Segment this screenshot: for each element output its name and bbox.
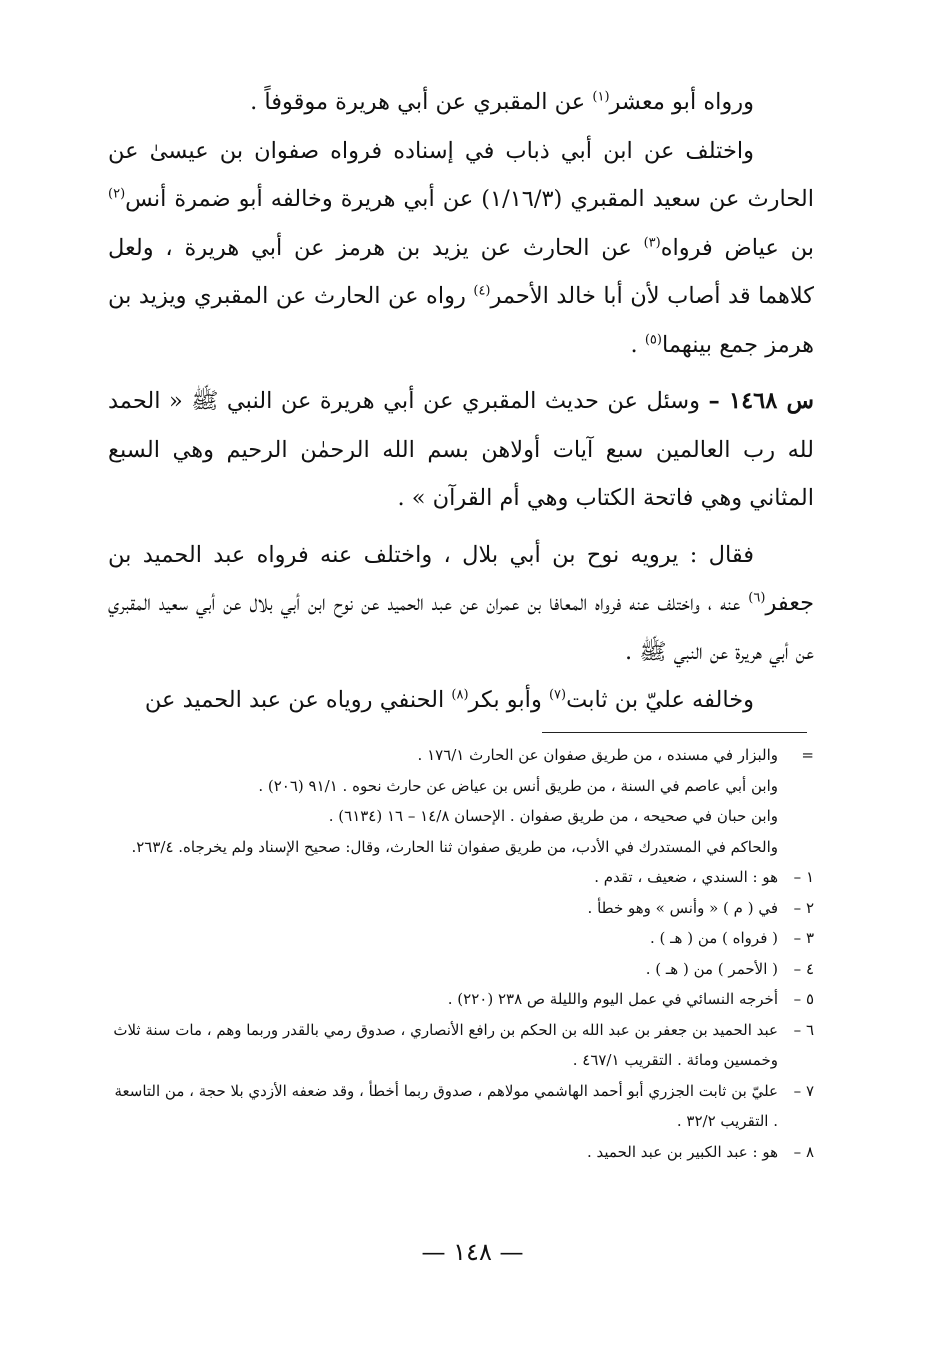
footnote-item — [108, 862, 814, 893]
footnote-mark: ٤ – — [793, 959, 814, 978]
footnote-ref-2[interactable]: (٢) — [108, 186, 126, 202]
footnote-ref-5[interactable]: (٥) — [644, 332, 662, 347]
paragraph-5: وخالفه عليّ بن ثابت$^{(٧)}$ وأبو بكر$^{(٨)}$ الحنفي روياه عن عبد الحميد عن — [144, 687, 754, 713]
footnote-mark: ٣ – — [793, 929, 814, 947]
page-number: — ١٤٨ — — [421, 1238, 524, 1266]
footnote-mark: ٨ – — [793, 1142, 814, 1161]
footnote-ref-6[interactable]: (٦) — [748, 590, 766, 606]
footnote-item — [108, 893, 814, 924]
footnote-mark: = — [801, 746, 814, 764]
footnote-item — [108, 1076, 814, 1137]
question-number: س ١٤٦٨ – — [708, 388, 814, 414]
footnote-text: في ( م ) « وأنس » وهو خطأ . — [587, 898, 778, 917]
footnote-text: هو : السندي ، ضعيف ، تقدم . — [594, 868, 778, 886]
footnote-ref-8[interactable]: (٨) — [451, 687, 469, 703]
footnote-item — [108, 1137, 814, 1168]
footnotes — [108, 740, 814, 1167]
footnote-text: أخرجه النسائي في عمل اليوم والليلة ص ٢٣٨ (٢٢٠) . — [447, 990, 778, 1008]
footnote-text: ( فرواه ) من ( هـ ) . — [649, 929, 778, 947]
footnote-text: والبزار في مسنده ، من طريق صفوان عن الحارث ١٧٦/١ . — [417, 746, 778, 764]
footnote-item — [108, 771, 814, 802]
footnote-item — [108, 954, 814, 985]
footnote-text: هو : عبد الكبير بن عبد الحميد . — [587, 1142, 778, 1161]
footnote-item — [108, 832, 814, 863]
footnote-item — [108, 923, 814, 954]
footnote-item — [108, 801, 814, 832]
footnote-item — [108, 740, 814, 771]
footnote-text: عليّ بن ثابت الجزري أبو أحمد الهاشمي مولاهم ، صدوق ربما أخطأ ، وقد ضعفه الأزدي بلا حجة ، من التاسعة . التقريب ٣٢/٢ . — [114, 1081, 778, 1130]
footnote-ref-4[interactable]: (٤) — [473, 283, 491, 299]
question-paragraph: س ١٤٦٨ – وسئل عن حديث المقبري عن أبي هريرة عن النبي ﷺ « الحمد لله رب العالمين سبع آيات أولاهن بسم الله الرحمٰن الرحيم وهي السبع المثاني وهي فاتحة الكتاب وهي أم القرآن » . — [108, 388, 814, 511]
footnote-mark: ٦ – — [793, 1020, 814, 1039]
paragraph-1: ورواه أبو معشر$^{(١)}$ عن المقبري عن أبي هريرة موقوفاً . — [250, 89, 754, 115]
footnote-divider — [542, 732, 807, 733]
footnote-mark: ٢ – — [793, 898, 814, 917]
paragraph-4: فقال : يرويه نوح بن أبي بلال ، واختلف عنه فرواه عبد الحميد بن جعفر$^{(٦)}$ عنه ، واختلف عنه فرواه المعافا بن عمران عن عبد الحميد عن نوح ابن أبي بلال عن أبي سعيد المقبري عن أبي هريرة عن النبي ﷺ . — [108, 541, 814, 665]
footnote-text: وابن أبي عاصم في السنة ، من طريق أنس بن عياض عن حارث نحوه . ٩١/١ (٢٠٦) . — [258, 776, 778, 795]
footnote-mark: ١ – — [793, 868, 814, 886]
footnote-ref-7[interactable]: (٧) — [548, 687, 567, 703]
footnote-mark: ٥ – — [793, 990, 814, 1008]
footnote-item — [108, 1015, 814, 1076]
footnote-text: وابن حبان في صحيحه ، من طريق صفوان . الإحسان ١٤/٨ – ١٦ (٦١٣٤) . — [328, 807, 778, 825]
paragraph-2: واختلف عن ابن أبي ذباب في إسناده فرواه صفوان بن عيسىٰ عن الحارث عن سعيد المقبري (١/١٦/٣) عن أبي هريرة وخالفه أبو ضمرة أنس$^{(٢)}$ بن عياض فرواه$^{(٣)}$ عن الحارث عن يزيد بن هرمز عن أبي هريرة ، ولعل كلاهما قد أصاب لأن أبا خالد الأحمر$^{(٤)}$ رواه عن الحارث عن المقبري ويزيد بن هرمز جمع بينهما$^{(٥)}$ . — [108, 137, 815, 358]
footnote-text: عبد الحميد بن جعفر بن عبد الله بن الحكم بن رافع الأنصاري ، صدوق رمي بالقدر وربما وهم ، مات سنة ثلاث وخمسين ومائة . التقريب ٤٦٧/١ . — [113, 1020, 778, 1069]
main-text — [108, 78, 814, 725]
footnote-item — [108, 984, 814, 1015]
footnote-ref-1[interactable]: (١) — [592, 89, 610, 105]
footnote-mark: ٧ – — [793, 1081, 814, 1100]
footnote-ref-3[interactable]: (٣) — [643, 235, 661, 250]
footnote-text: ( الأحمر ) من ( هـ ) . — [645, 959, 778, 978]
footnote-text: والحاكم في المستدرك في الأدب، من طريق صفوان ثنا الحارث، وقال: صحيح الإسناد ولم يخرجاه. ٢٦٣/٤. — [131, 837, 778, 856]
